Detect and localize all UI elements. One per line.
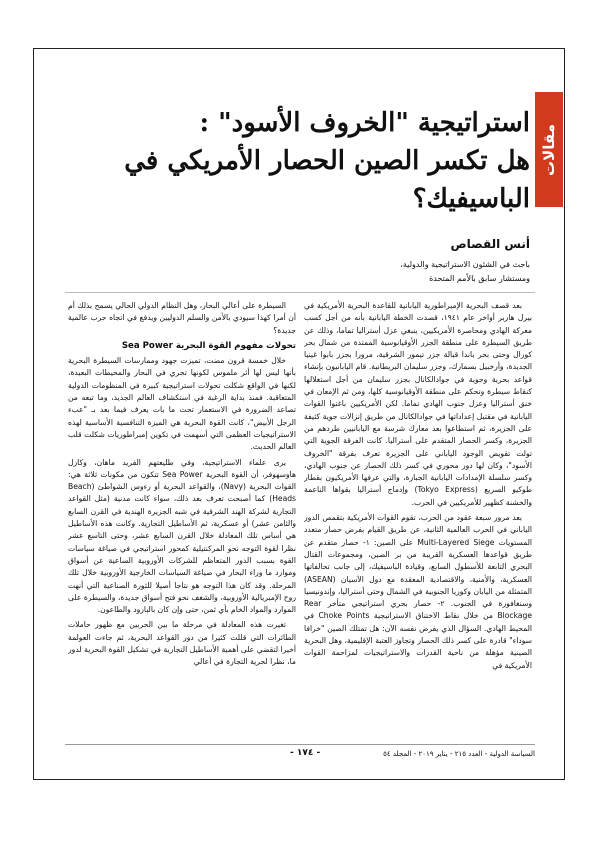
section-heading: تحولات مفهوم القوة البحرية Sea Power (121, 340, 296, 351)
journal-issue-info: السياسة الدولية - العدد ٢١٥ - يناير ٢٠١٩ - المجلد ٥٤ (383, 750, 535, 758)
left-column (68, 300, 296, 740)
header-divider (65, 292, 535, 293)
title-line-2: هل تكسر الصين الحصار الأمريكي في الباسيفيك؟ (124, 146, 530, 214)
article-title (60, 104, 530, 218)
author-affiliation (400, 258, 530, 286)
section-tab-label: مقالات (540, 123, 558, 176)
title-line-1: استراتيجية "الخروف الأسود" : (199, 108, 530, 138)
footer-divider (65, 744, 535, 745)
paragraph: تغيرت هذه المعادلة في مرحلة ما بين الحربين مع ظهور حاملات الطائرات التي قللت كثيرا من دور القواعد البحرية، ثم جاءت العولمة أخيرا لتقضي على أهمية الأساطيل التجارية في تشكيل القوة البحرية لدور ما، نظرا لحرية التجارة في أعالي (68, 620, 296, 667)
section-tab (535, 92, 563, 207)
paragraph: بعد قصف البحرية الإمبراطورية اليابانية للقاعدة البحرية الأمريكية في بيرل هاربر أواخر عام ١٩٤١، قصدت الخطة اليابانية بأنه من أجل كسب معركة الهادي ومحاصرة الأمريكيين، ينبغي عزل أستراليا تماما، وذلك عن طريق السيطرة على منطقة الجزر الأوقيانوسية الممتدة من شمال بحر كورال وحتى بحر باندا قبالة جزر تيمور الشرقية، مرورا بجزر بابوا غينيا الجديدة، وأرخبيل بسمارك، وجزر سليمان البريطانية. قام اليابانيون بإنشاء قواعد بحرية وجوية في جوادالكانال بجزر سليمان من أجل استغلالها كنقاط سيطرة وتحكم على منطقة الأوقيانوسية كلها، ومن ثم الإمعان في خنق أستراليا وعزل جنوب الهادي تماما. لكن الأمريكيين باغتوا القوات اليابانية في مقتبل إعداداتها في جوادالكانال من طريق إنزالات جوية كثيفة على الجزيرة، ثم استطاعوا بعد معارك شرسة مع اليابانيين طردهم من الجزيرة، وكسر الحصار المتقدم على أستراليا. كانت الفرقة الجوية التي تولت تقويض الوجود الياباني على الجزيرة تعرف بفرقة "الخروف الأسود"، وكان لها دور محوري في كسر ذلك الحصار عن جنوب الهادي، وكسر سلسلة الإمدادات اليابانية الجبارة، والتي عرفها الأمريكيون بقطار طوكيو السريع (Tokyo Express) وإدماج أستراليا بقواها الناعمة والخشنة كظهير للأمريكيين في الحرب. (304, 301, 532, 507)
paragraph: السيطرة على أعالي البحار، وهل النظام الدولي الحالي يسمح بذلك أم أن أمرا كهذا سيودي بالأمن والسلم الدوليين ويدفع في اتجاه حرب عالمية جديدة؟ (68, 301, 296, 335)
page-number: - ١٧٤ - (290, 748, 321, 758)
page-footer (65, 750, 535, 764)
paragraph: خلال خمسة قرون مضت، تميزت جهود وممارسات السيطرة البحرية بأنها ليس لها أثر ملموس لكونها تجري في البحار والمحيطات البعيدة، لكنها في الواقع شكلت تحولات استراتيجية كبيرة في المنظومات الدولية المتعاقبة. فمنذ بداية الرغبة في استكشاف العالم الجديد، وما تبعه من تصاعد الضرورة في الاستعمار تحت ما بات يعرف فيما بعد بـ "عبء الرجل الأبيض"، كانت القوة البحرية هي الميزة التنافسية الأساسية لهذه الاستراتيجيات العظمى التي أسهمت في تكوين إمبراطوريات شكلت قلب العالم الحديث. (68, 356, 296, 452)
author-name: أنس القصاص (450, 237, 530, 251)
paragraph: بعد مرور سبعة عقود من الحرب، تقوم القوات الأمريكية بتقمص الدور الياباني في الحرب العالمية الثانية، عن طريق القيام بفرض حصار متعدد المستويات Multi-Layered Siege على الصين: ١- حصار متقدم عن طريق قواعدها العسكرية القريبة من بر الصين، ومجموعات القتال البحري التابعة للأسطول السابع، وقيادة الباسيفيك، إلى جانب تحالفاتها العسكرية، والأمنية، والاقتصادية المعقدة مع دول الآسيان (ASEAN) المتمثلة من اليابان وكوريا الجنوبية في الشمال وحتى أستراليا، وإندونيسيا وسنغافورة في الجنوب. ٢- حصار بحري استراتيجي متأخر Rear Blockage من خلال نقاط الاختناق الاستراتيجية Choke Points في المحيط الهادي. السؤال الذي يفرض نفسه الآن: هل تمتلك الصين "خرافا سوداء" قادرة على كسر ذلك الحصار وتجاوز العتبة الإقليمية، وهل البحرية الصينية مؤهلة من ناحية القدرات والاستراتيجيات لمزاحمة القوات الأمريكية في (304, 513, 532, 670)
right-column (304, 300, 532, 740)
paragraph: يرى علماء الاستراتيجية، وفي طليعتهم الفريد ماهان، وكارل هاوسهوفر، أن القوة البحرية Sea Power تتكون من مكونات ثلاثة هي: القوات البحرية (Navy)، والقواعد البحرية أو رءوس الشواطئ (Beach Heads) كما أصبحت تعرف بعد ذلك، سواء كانت مدنية (مثل القواعد التجارية لشركة الهند الشرقية في شبه الجزيرة الهندية في القرن السابع والثامن عشر) أو عسكرية، ثم الأساطيل التجارية. وكانت هذه الأساطيل هي أساس تلك المعادلة خلال القرن السابع عشر، وحتى التاسع عشر نظرا لقوة التوجه نحو المركنتيلية كمحور استراتيجي في صياغة سياسات القوة بسبب الدور المتعاظم للشركات الأوروبية الساعية عن أسواق وموارد ما وراء البحار في صياغة السياسات الخارجية الأوروبية خلال تلك المرحلة. وقد كان هذا التوجه هو نتاجا أصيلا للثورة الصناعية التي أنهت روح الإمبريالية الأوروبية، والشغف نحو فتح أسواق جديدة، والسيطرة على الموارد والمواد الخام بأي ثمن، حتى وإن كان بالبارود والطاعون. (68, 457, 296, 615)
affiliation-line-2: ومستشار سابق بالأمم المتحدة (429, 274, 530, 283)
affiliation-line-1: باحث في الشئون الاستراتيجية والدولية، (400, 260, 530, 269)
